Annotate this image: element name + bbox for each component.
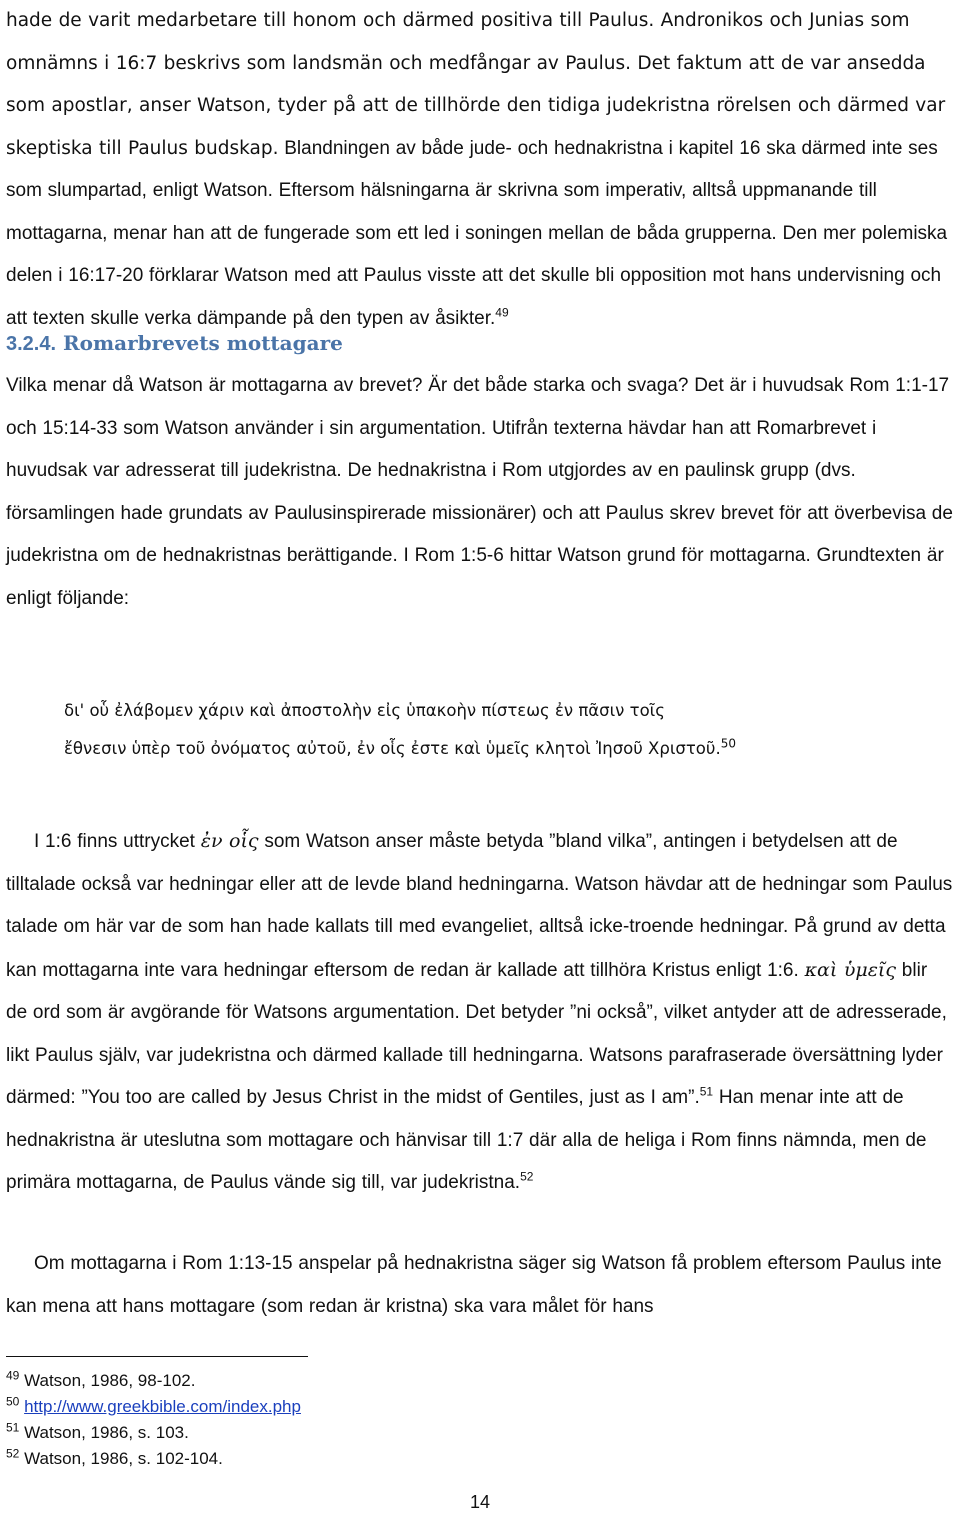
section-heading bbox=[6, 328, 954, 359]
greekbible-link[interactable]: http://www.greekbible.com/index.php bbox=[24, 1397, 301, 1416]
footnote-ref-49[interactable]: 49 bbox=[495, 305, 509, 320]
paragraph-3-text-b: som Watson anser måste betyda ”bland vilka”, antingen i betydelsen att de tilltalade också var hedningar eller att de levde bland hedningarna. Watson hävdar att de hedningar som Paulus talade om här var de som han hade kallats till med evangeliet, alltså icke-troende hedningar. På grund av detta kan mottagarna inte vara hedningar eftersom de redan är kallade att tillhöra Kristus enligt 1:6. bbox=[6, 831, 953, 981]
greek-quote bbox=[64, 692, 940, 768]
paragraph-3-text-a: I 1:6 finns uttrycket bbox=[34, 831, 201, 852]
footnote-49 bbox=[6, 1368, 954, 1393]
greek-line-2: ἔθνεσιν ὑπὲρ τοῦ ὀνόματος αὐτοῦ, ἐν οἷς ἐστε καὶ ὑμεῖς κλητοὶ Ἰησοῦ Χριστοῦ. bbox=[64, 739, 721, 758]
paragraph-2: Vilka menar då Watson är mottagarna av brevet? Är det både starka och svaga? Det är i huvudsak Rom 1:1-17 och 15:14-33 som Watson använder i sin argumentation. Utifrån texterna hävdar han att Romarbrevet i huvudsak var adresserat till judekristna. De hednakristna i Rom utgjordes av en paulinsk grupp (dvs. församlingen hade grundats av Paulusinspirerade missionärer) och att Paulus skrev brevet för att överbevisa de judekristna om de hednakristnas berättigande. I Rom 1:5-6 hittar Watson grund för mottagarna. Grundtexten är enligt följande: bbox=[6, 375, 953, 609]
paragraph-1-line-1: hade de varit medarbetare till honom och därmed positiva till Paulus. Andronikos och Junias som bbox=[6, 10, 910, 31]
greek-phrase-kai-hymeis: καὶ ὑμεῖς bbox=[804, 958, 897, 981]
footnote-number: 51 bbox=[6, 1420, 20, 1435]
paragraph-1-line-4: skeptiska till Paulus budskap. bbox=[6, 137, 279, 159]
footnote-50 bbox=[6, 1394, 954, 1419]
paragraph-4: Om mottagarna i Rom 1:13-15 anspelar på hednakristna säger sig Watson få problem eftersom Paulus inte kan mena att hans mottagare (som redan är kristna) ska vara målet för hans bbox=[6, 1253, 942, 1317]
footnote-52 bbox=[6, 1446, 954, 1471]
footnote-ref-52[interactable]: 52 bbox=[520, 1169, 534, 1184]
paragraph-1-text: Blandningen av både jude- och hednakristna i kapitel 16 ska därmed inte ses som slumpartad, enligt Watson. Eftersom hälsningarna är skrivna som imperativ, alltså uppmanande till mottagarna, menar han att de fungerade som ett led i soningen mellan de båda grupperna. Den mer polemiska delen i 16:17-20 förklarar Watson med att Paulus visste att det skulle bli opposition mot hans undervisning och att texten skulle verka dämpande på den typen av åsikter. bbox=[6, 137, 948, 329]
page-number: 14 bbox=[469, 1492, 491, 1512]
footnote-ref-50[interactable]: 50 bbox=[720, 736, 736, 751]
greek-phrase-en-ois: ἐν οἷς bbox=[200, 830, 259, 852]
section-number: 3.2.4. bbox=[6, 333, 57, 355]
footnote-ref-51[interactable]: 51 bbox=[699, 1084, 714, 1099]
greek-line-1: δι' οὗ ἐλάβομεν χάριν καὶ ἀποστολὴν εἰς ὑπακοὴν πίστεως ἐν πᾶσιν τοῖς bbox=[64, 701, 665, 720]
footnote-separator bbox=[6, 1356, 308, 1357]
paragraph-3 bbox=[6, 820, 954, 1205]
section-title: Romarbrevets mottagare bbox=[63, 331, 343, 355]
footnote-text: Watson, 1986, 98-102. bbox=[24, 1371, 196, 1390]
paragraph-1-line-2: omnämns i 16:7 beskrivs som landsmän och medfångar av Paulus. Det faktum att de var ansedda bbox=[6, 52, 926, 74]
paragraph-3-text-c: blir de ord som är avgörande för Watsons argumentation. Det betyder ”ni också”, vilket antyder att de adresserade, likt Paulus själv, var judekristna och därmed kallade till hedningarna. Watsons parafraserade översättning lyder därmed: ”You too are called by Jesus Christ in the midst of Gentiles, just as I am”. bbox=[6, 959, 947, 1108]
paragraph-1-line-3: som apostlar, anser Watson, tyder på att de tillhörde den tidiga judekristna rörelsen och därmed var bbox=[6, 95, 946, 116]
paragraph-3-text-d: Han menar inte att de hednakristna är uteslutna som mottagare och hänvisar till 1:7 där alla de heliga i Rom finns nämnda, men de primära mottagarna, de Paulus vände sig till, var judekristna. bbox=[6, 1087, 927, 1193]
footnote-text: Watson, 1986, s. 102-104. bbox=[24, 1449, 223, 1468]
footnote-51 bbox=[6, 1420, 954, 1445]
footnote-number: 49 bbox=[6, 1368, 20, 1383]
footnote-number: 52 bbox=[6, 1446, 20, 1461]
footnote-text: Watson, 1986, s. 103. bbox=[24, 1423, 189, 1442]
paragraph-1 bbox=[6, 0, 954, 340]
footnote-number: 50 bbox=[6, 1394, 20, 1409]
